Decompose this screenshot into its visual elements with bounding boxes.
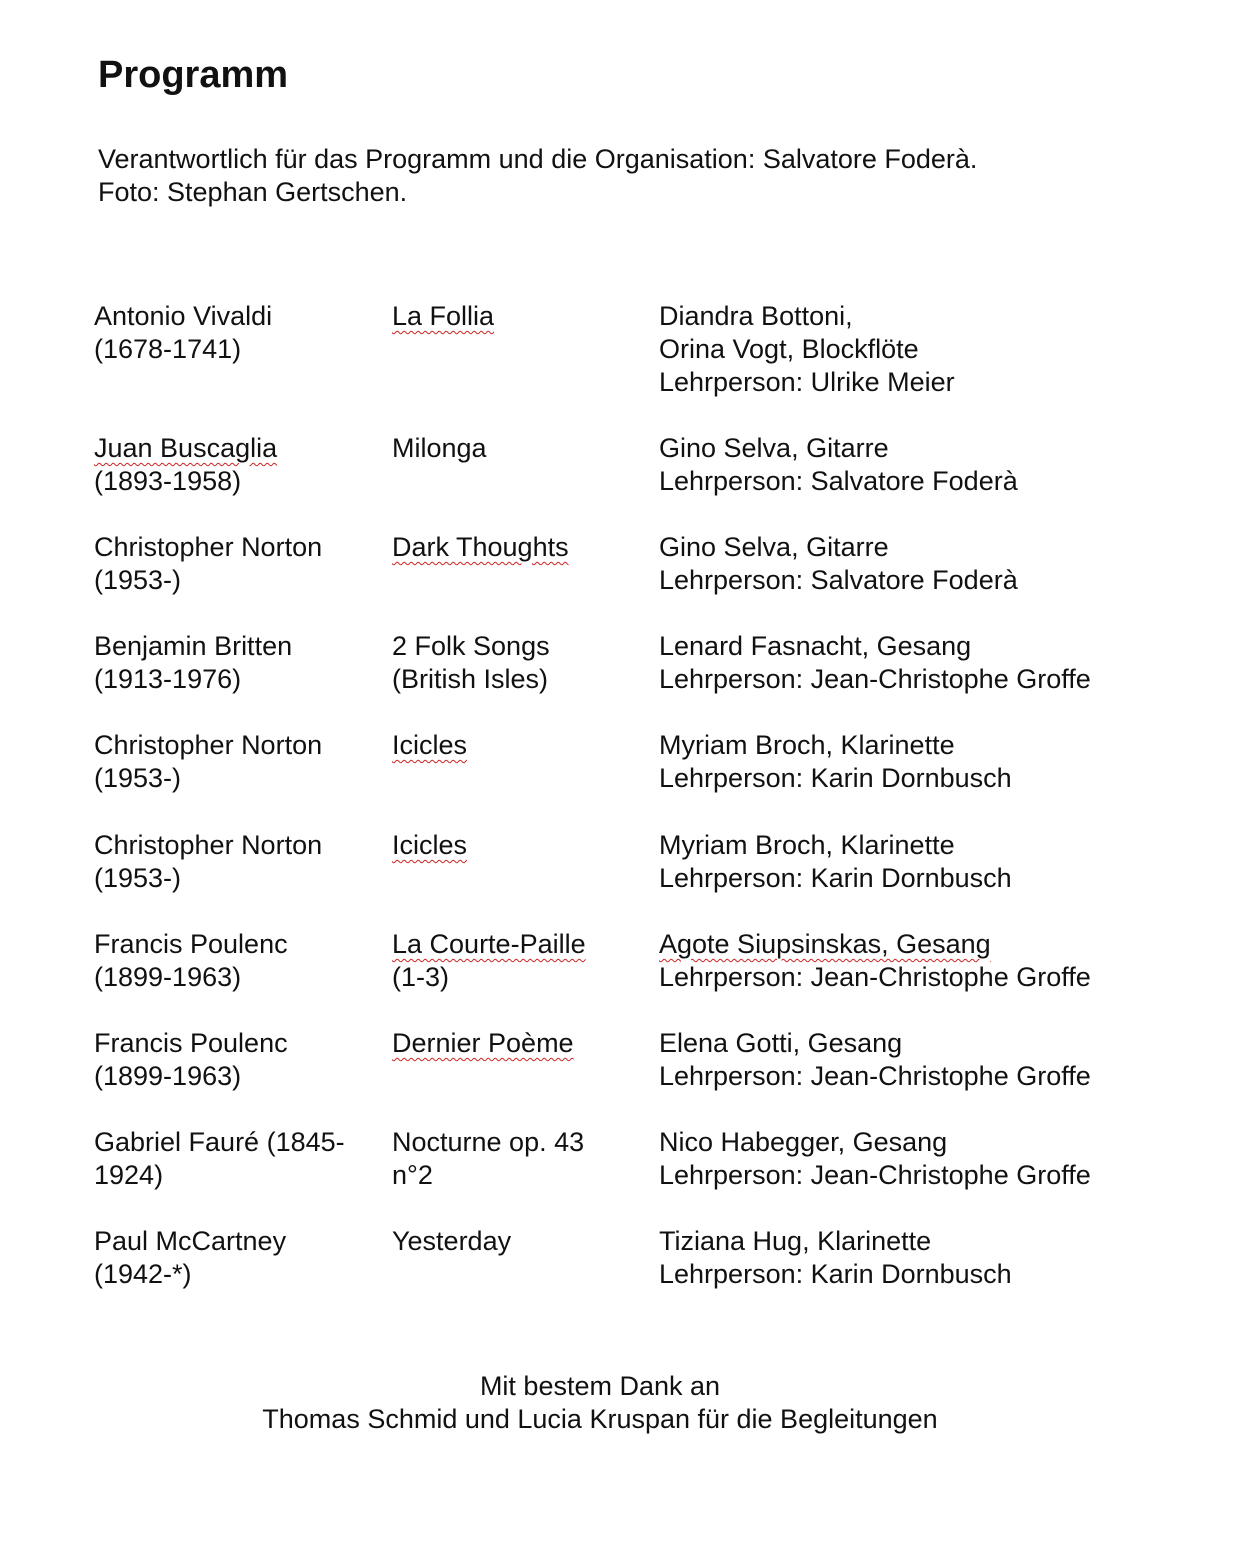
piece-title [392,300,642,333]
page-title: Programm [98,54,289,96]
responsible-line: Verantwortlich für das Programm und die Organisation: Salvatore Foderà. [98,144,978,174]
piece-title: Nocturne op. 43 [392,1127,585,1157]
accompanists-line: Thomas Schmid und Lucia Kruspan für die Begleitungen [262,1404,938,1434]
piece-title-text: Dernier Poème [392,1028,574,1058]
piece [392,432,642,465]
intro-text [98,143,977,209]
teacher-line: Lehrperson: Ulrike Meier [659,367,955,397]
piece [392,1225,642,1258]
photo-credit-line: Foto: Stephan Gertschen. [98,177,408,207]
composer-dates: (1942-*) [94,1259,192,1289]
composer-dates: (1913-1976) [94,664,242,694]
piece-subtitle: n°2 [392,1160,433,1190]
performer-line: Myriam Broch, Klarinette [659,730,955,760]
piece-title [392,928,642,961]
composer-dates: 1924) [94,1160,164,1190]
teacher-line: Lehrperson: Karin Dornbusch [659,763,1012,793]
performer [659,1126,1204,1192]
performer-line: Orina Vogt, Blockflöte [659,334,919,364]
performer-line: Gino Selva, Gitarre [659,532,889,562]
piece [392,1027,642,1060]
teacher-line: Lehrperson: Salvatore Foderà [659,565,1018,595]
composer [94,928,374,994]
composer-dates: (1953-) [94,565,182,595]
composer [94,1027,374,1093]
composer-dates: (1899-1963) [94,1061,242,1091]
performer-line: Nico Habegger, Gesang [659,1127,948,1157]
composer-dates: (1678-1741) [94,334,242,364]
composer-name: Gabriel Fauré (1845- [94,1127,345,1157]
performer-line: Tiziana Hug, Klarinette [659,1226,932,1256]
piece [392,928,642,994]
performer [659,630,1204,696]
composer-name: Benjamin Britten [94,631,293,661]
performer [659,432,1204,498]
piece-title [392,829,642,862]
piece-title-text: La Courte-Paille [392,929,586,959]
teacher-line: Lehrperson: Jean-Christophe Groffe [659,664,1091,694]
piece-title: Milonga [392,433,487,463]
piece-title [392,531,642,564]
composer [94,1126,374,1192]
composer [94,630,374,696]
teacher-line: Lehrperson: Salvatore Foderà [659,466,1018,496]
teacher-line: Lehrperson: Karin Dornbusch [659,1259,1012,1289]
composer-name: Paul McCartney [94,1226,287,1256]
piece-title: Yesterday [392,1226,512,1256]
composer [94,1225,374,1291]
performer-line [659,928,1204,961]
acknowledgements [0,1370,1200,1436]
composer-dates: (1899-1963) [94,962,242,992]
piece [392,829,642,862]
piece [392,1126,642,1192]
performer [659,829,1204,895]
composer-dates: (1953-) [94,863,182,893]
performer-line: Gino Selva, Gitarre [659,433,889,463]
piece-title-text: La Follia [392,301,495,331]
piece-title [392,729,642,762]
piece [392,729,642,762]
composer-name: Francis Poulenc [94,1028,288,1058]
performer-line: Diandra Bottoni, [659,301,853,331]
performer [659,531,1204,597]
composer-name [94,432,374,465]
performer [659,300,1204,399]
composer [94,829,374,895]
performer [659,729,1204,795]
performer-line: Myriam Broch, Klarinette [659,830,955,860]
thanks-line: Mit bestem Dank an [479,1371,721,1401]
performer [659,1225,1204,1291]
performer-line: Lenard Fasnacht, Gesang [659,631,972,661]
piece-subtitle: (British Isles) [392,664,549,694]
composer-name: Antonio Vivaldi [94,301,273,331]
composer-name: Christopher Norton [94,532,323,562]
piece-title: 2 Folk Songs [392,631,550,661]
performer-line-text: Agote Siupsinskas, Gesang [659,929,991,959]
piece-title-text: Icicles [392,730,468,760]
performer [659,928,1204,994]
performer-line: Elena Gotti, Gesang [659,1028,903,1058]
composer-name-text: Juan Buscaglia [94,433,278,463]
composer [94,729,374,795]
composer-name: Christopher Norton [94,730,323,760]
teacher-line: Lehrperson: Jean-Christophe Groffe [659,1061,1091,1091]
teacher-line: Lehrperson: Jean-Christophe Groffe [659,962,1091,992]
composer [94,300,374,366]
teacher-line: Lehrperson: Karin Dornbusch [659,863,1012,893]
performer [659,1027,1204,1093]
composer-dates: (1893-1958) [94,466,242,496]
composer-dates: (1953-) [94,763,182,793]
composer [94,432,374,498]
teacher-line: Lehrperson: Jean-Christophe Groffe [659,1160,1091,1190]
piece-title-text: Icicles [392,830,468,860]
piece [392,300,642,333]
piece-title-text: Dark Thoughts [392,532,569,562]
piece [392,630,642,696]
composer [94,531,374,597]
piece-title [392,1027,642,1060]
piece-subtitle: (1-3) [392,962,450,992]
piece [392,531,642,564]
composer-name: Christopher Norton [94,830,323,860]
composer-name: Francis Poulenc [94,929,288,959]
